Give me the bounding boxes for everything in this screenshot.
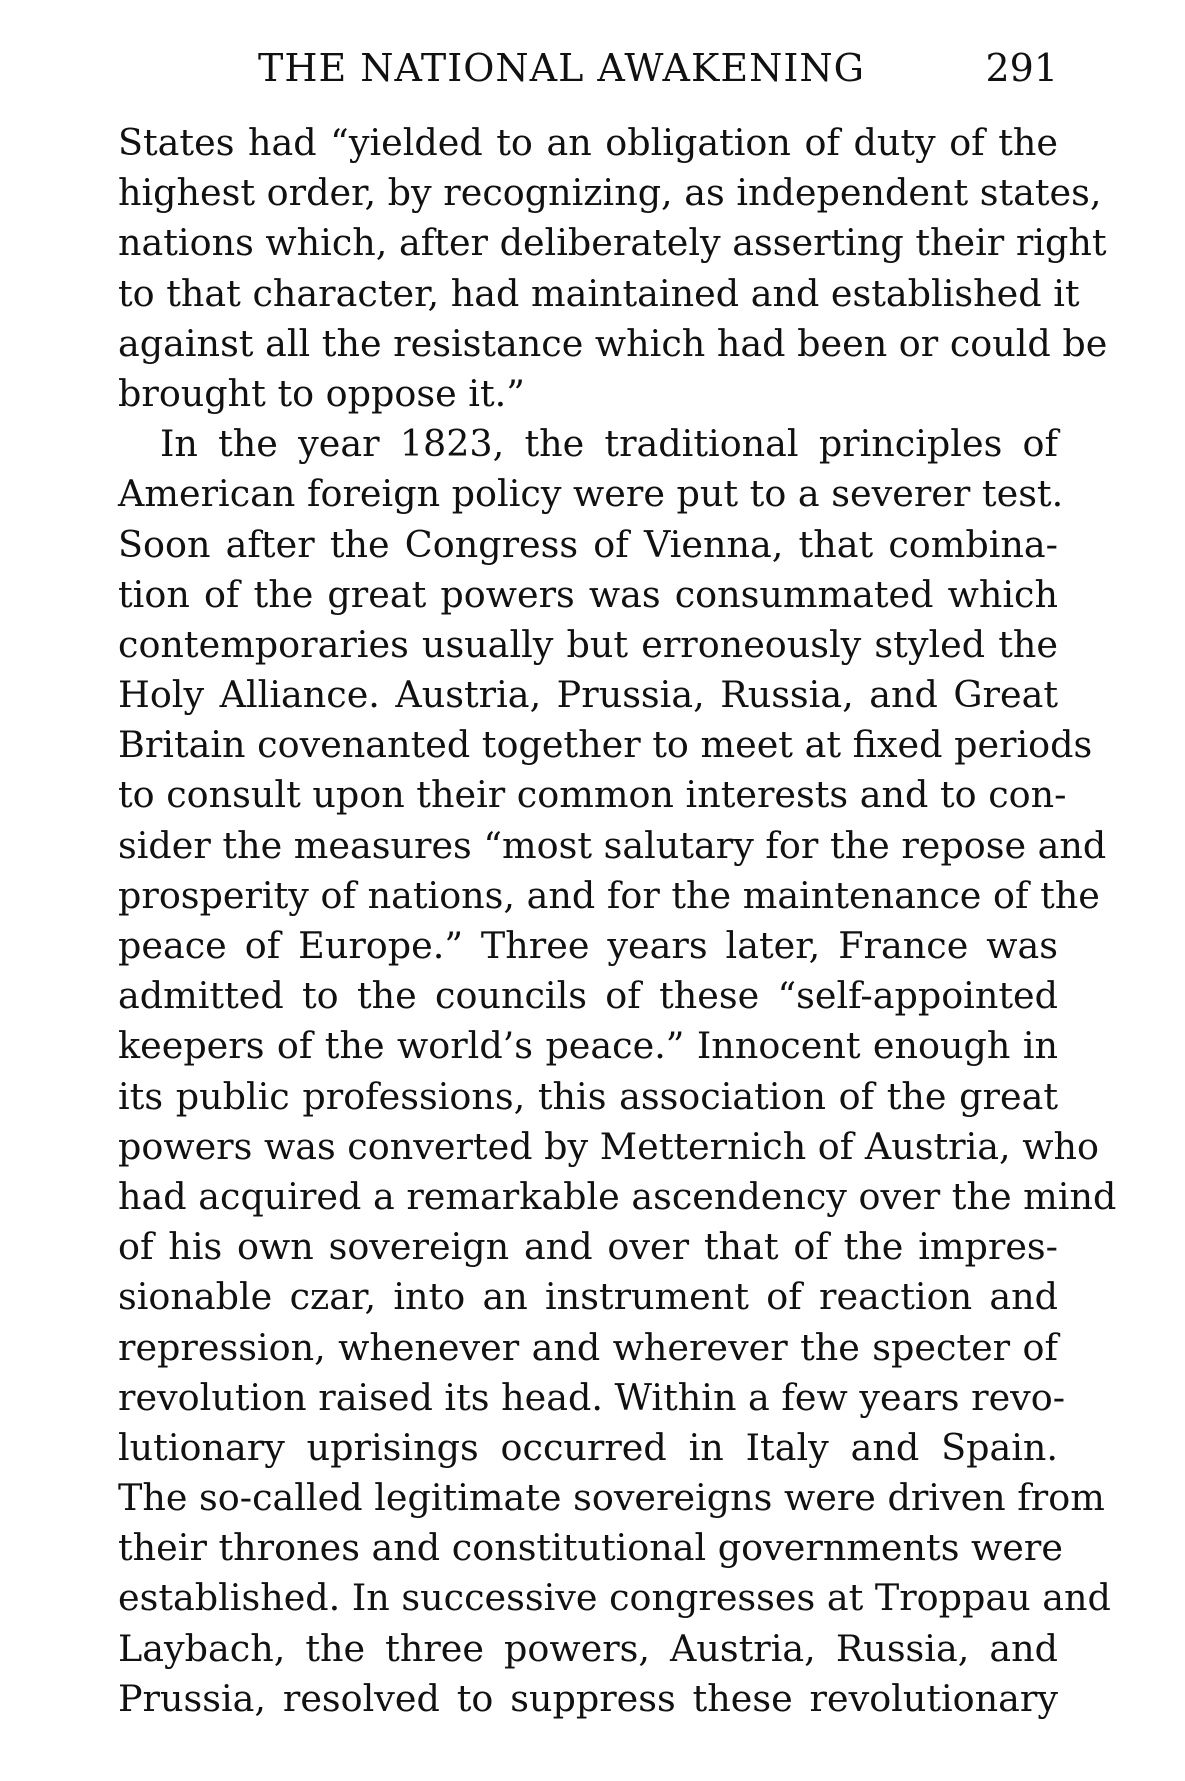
text-line: highest order, by recognizing, as independent states, [118, 171, 1102, 215]
running-title: THE NATIONAL AWAKENING [258, 46, 865, 90]
text-line: had acquired a remarkable ascendency over the mind [118, 1174, 1117, 1218]
text-line: keepers of the world’s peace.” Innocent enough in [118, 1024, 1058, 1068]
body-text [118, 118, 1117, 1724]
text-line: Prussia, resolved to suppress these revolutionary [118, 1676, 1058, 1720]
text-line: established. In successive congresses at Troppau and [118, 1576, 1111, 1620]
text-line: their thrones and constitutional governments were [118, 1526, 1063, 1570]
text-line: brought to oppose it.” [118, 371, 525, 415]
text-line: of his own sovereign and over that of the impres- [118, 1225, 1058, 1269]
text-line: sionable czar, into an instrument of reaction and [118, 1275, 1058, 1319]
text-line: revolution raised its head. Within a few years revo- [118, 1375, 1066, 1419]
text-line: lutionary uprisings occurred in Italy and Spain. [118, 1425, 1058, 1469]
text-line: powers was converted by Metternich of Austria, who [118, 1124, 1099, 1168]
text-line: The so-called legitimate sovereigns were driven from [118, 1476, 1105, 1520]
text-line: prosperity of nations, and for the maintenance of the [118, 873, 1100, 917]
text-line: its public professions, this association of the great [118, 1074, 1058, 1118]
text-line: sider the measures “most salutary for the repose and [118, 823, 1107, 867]
text-line: contemporaries usually but erroneously styled the [118, 622, 1058, 666]
text-line: American foreign policy were put to a severer test. [118, 472, 1064, 516]
text-line: admitted to the councils of these “self-appointed [118, 974, 1058, 1018]
text-line: to consult upon their common interests and to con- [118, 773, 1067, 817]
text-line: against all the resistance which had been or could be [118, 321, 1108, 365]
paragraph-first-line: In the year 1823, the traditional principles of [160, 422, 1058, 466]
text-line: Laybach, the three powers, Austria, Russia, and [118, 1626, 1058, 1670]
running-head [118, 38, 1058, 98]
text-line: Soon after the Congress of Vienna, that combina- [118, 522, 1058, 566]
page-number: 291 [985, 46, 1058, 90]
text-line: peace of Europe.” Three years later, France was [118, 924, 1058, 967]
text-line: Britain covenanted together to meet at fixed periods [118, 723, 1093, 767]
text-line: States had “yielded to an obligation of duty of the [118, 121, 1058, 164]
text-line: nations which, after deliberately asserting their right [118, 221, 1107, 265]
text-line: Holy Alliance. Austria, Prussia, Russia, and Great [118, 673, 1058, 717]
text-line: to that character, had maintained and established it [118, 271, 1080, 315]
text-line: repression, whenever and wherever the specter of [118, 1325, 1058, 1369]
text-line: tion of the great powers was consummated which [118, 572, 1058, 616]
